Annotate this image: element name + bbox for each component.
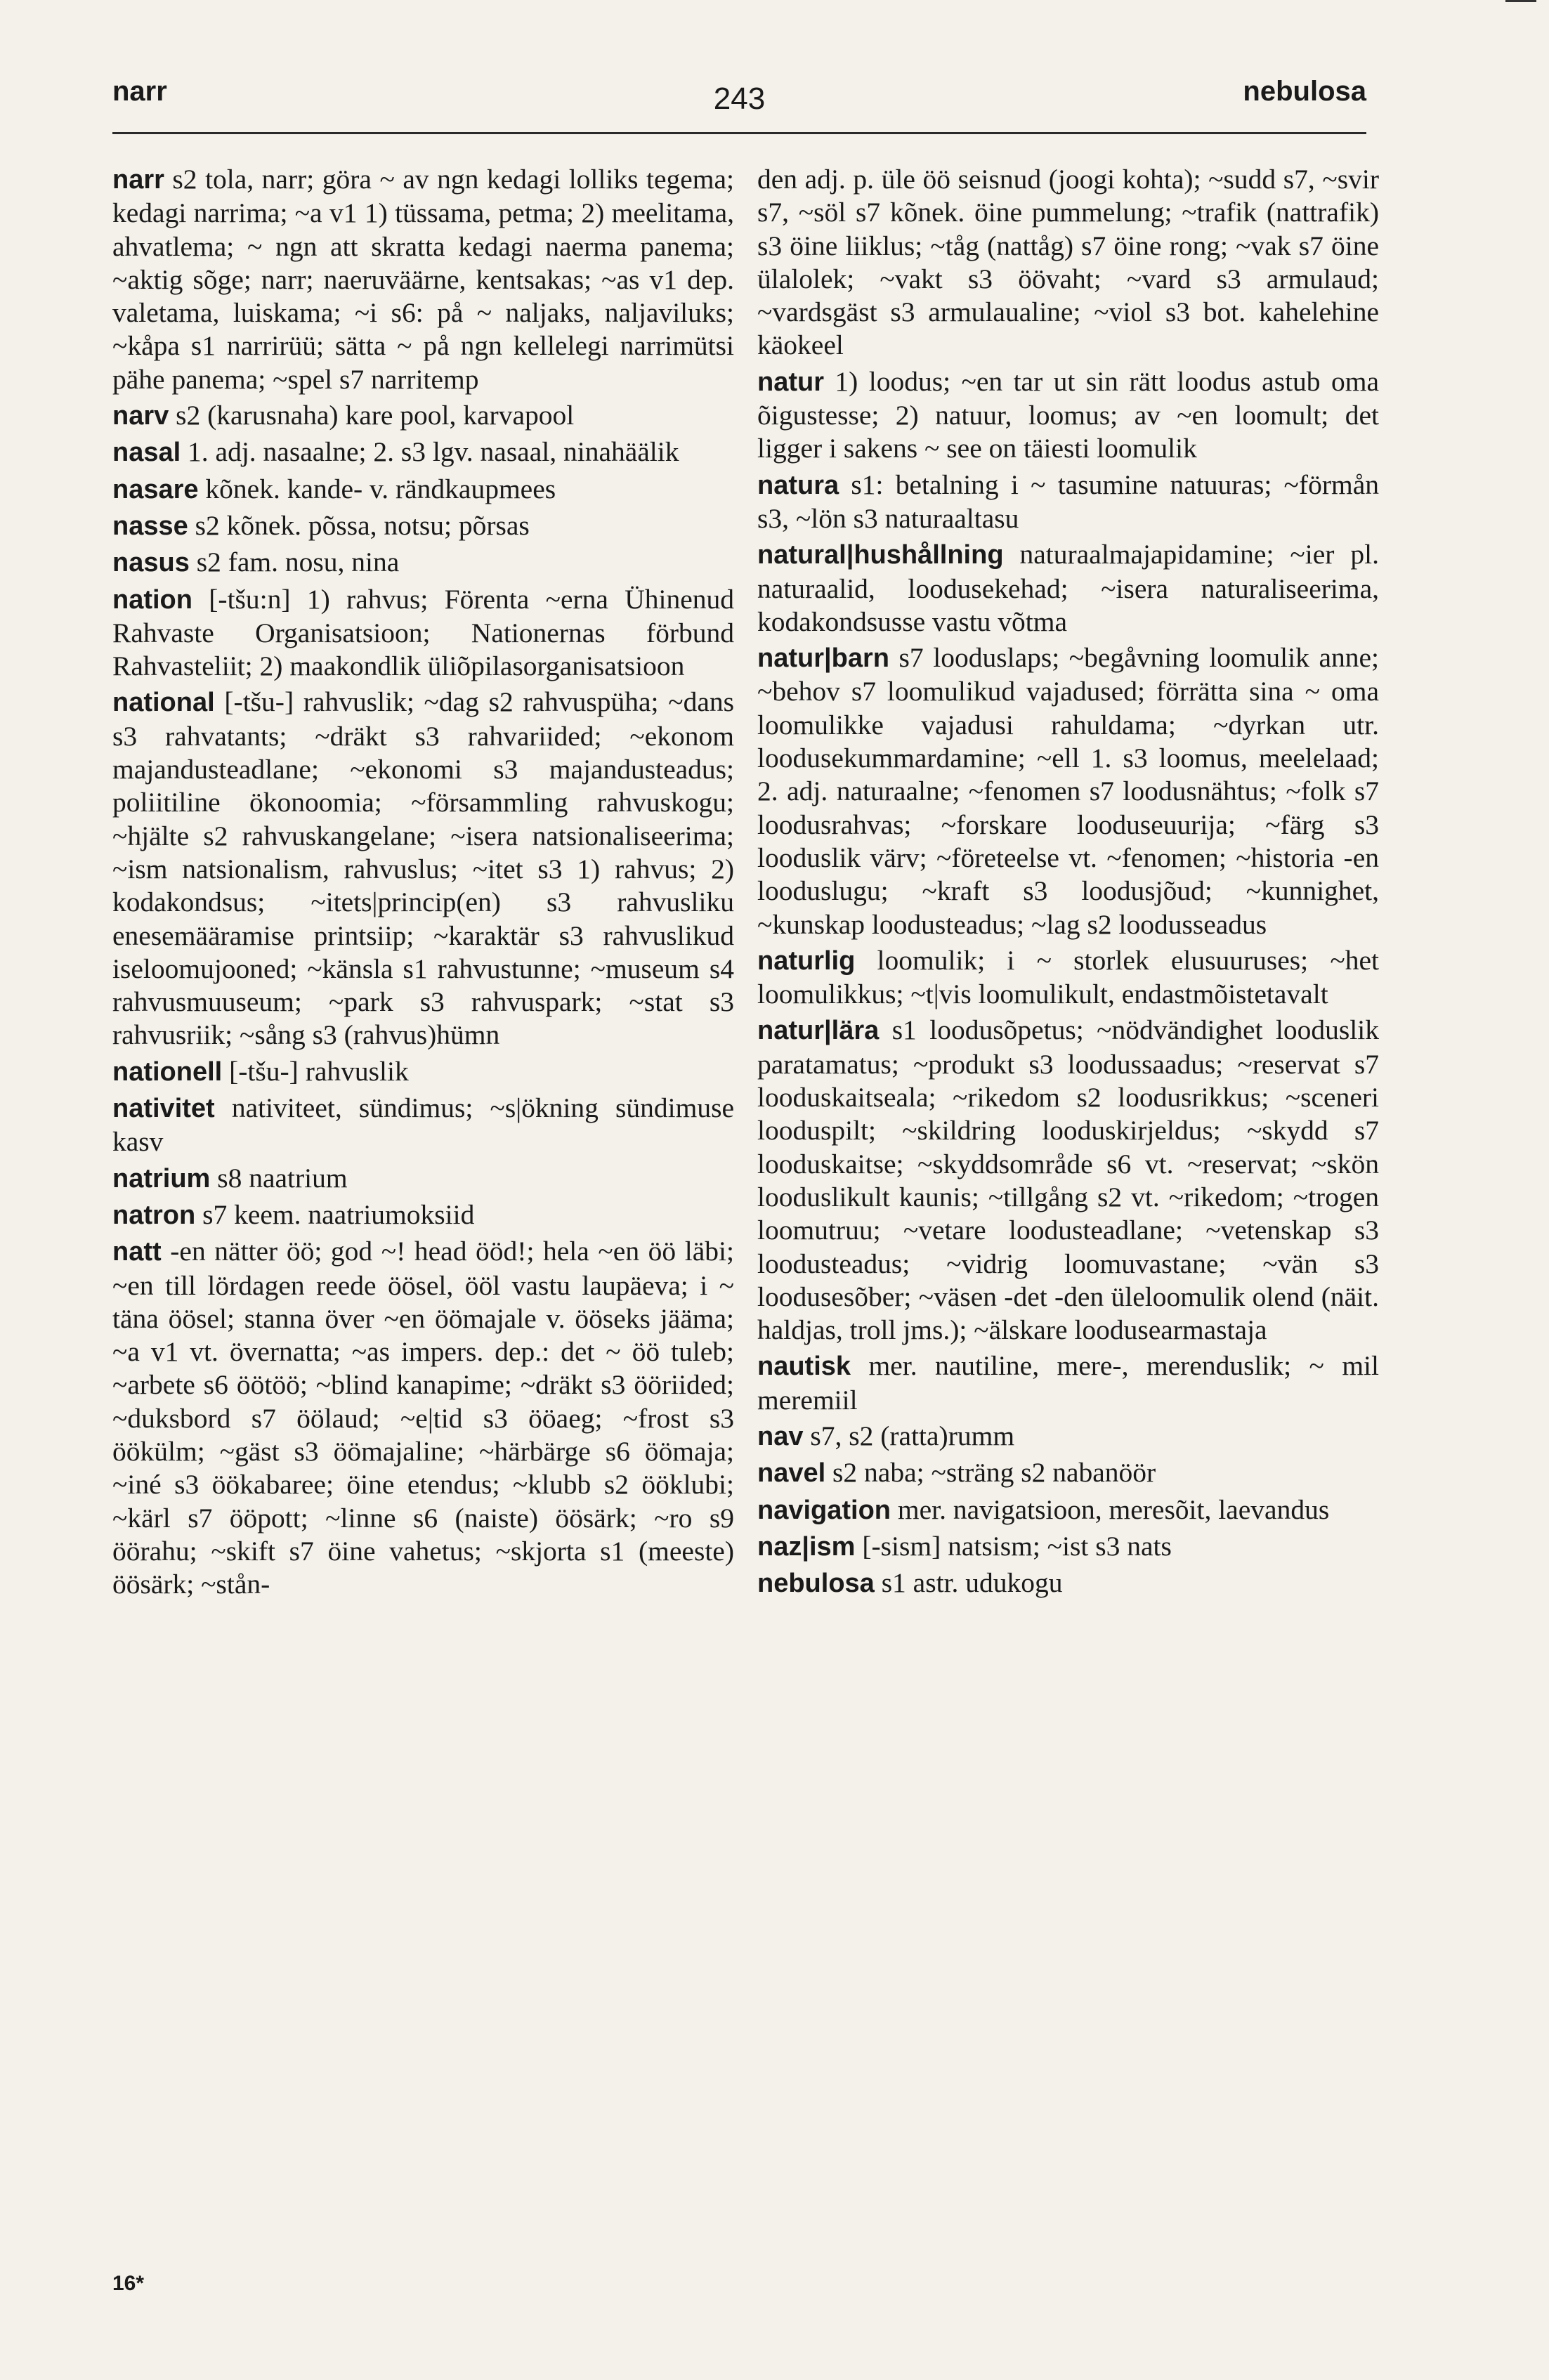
dictionary-entry xyxy=(112,1235,734,1601)
entry-definition: s2 naba; ~sträng s2 nabanöör xyxy=(825,1457,1156,1489)
entry-headword: natural|hushållning xyxy=(757,540,1004,570)
entry-definition: [-tšu-] rahvuslik xyxy=(222,1055,409,1087)
dictionary-entry xyxy=(757,1014,1379,1347)
dictionary-entry xyxy=(112,1198,734,1232)
entry-definition: s2 tola, narr; göra ~ av ngn kedagi lolliks tegema; kedagi narrima; ~a v1 1) tüssama, petma; 2) meelitama, ahvatlema; ~ ngn att skratta kedagi naerma panema; ~aktig sõge; narr; naeruväärne, kentsakas; ~as v1 dep. valetama, luiskama; ~i s6: på ~ naljaks, naljaviluks; ~kåpa s1 narrirüü; sätta ~ på ngn kellelegi narrimütsi pähe panema; ~spel s7 narritemp xyxy=(112,164,734,395)
left-column xyxy=(112,163,734,1604)
dictionary-entry xyxy=(757,1530,1379,1564)
entry-definition: s2 kõnek. põssa, notsu; põrsas xyxy=(188,509,530,541)
dictionary-entry xyxy=(757,944,1379,1012)
entry-headword: natur|lära xyxy=(757,1016,880,1046)
entry-definition: mer. nautiline, mere-, merenduslik; ~ mil meremiil xyxy=(757,1350,1379,1415)
dictionary-entry xyxy=(757,469,1379,536)
dictionary-entry xyxy=(757,1567,1379,1600)
dictionary-entry xyxy=(112,473,734,506)
entry-definition: mer. navigatsioon, meresõit, laevandus xyxy=(891,1493,1330,1525)
entry-headword: nasare xyxy=(112,474,199,504)
entry-headword: navel xyxy=(757,1458,826,1489)
entry-headword: national xyxy=(112,688,215,718)
entry-definition: s1 loodusõpetus; ~nödvändighet looduslik paratamatus; ~produkt s3 loodussaadus; ~reservat s7 looduskaitseala; ~rikedom s2 loodusrikkus; ~sceneri looduspilt; ~skildring looduskirjeldus; ~skydd s7 looduskaitse; ~skyddsområde s6 vt. ~reservat; ~skön looduslikult kaunis; ~tillgång s2 vt. ~rikedom; ~trogen loomutruu; ~vetare loodusteadlane; ~vetenskap s3 loodusteadus; ~vidrig loomuvastane; ~vän s3 loodusesõber; ~väsen -det -den üleloomulik olend (näit. haldjas, troll jms.); ~älskare loodusearmastaja xyxy=(757,1014,1379,1346)
header-rule xyxy=(112,132,1366,134)
entry-definition: [-tšu-] rahvuslik; ~dag s2 rahvuspüha; ~dans s3 rahvatants; ~dräkt s3 rahvariided; ~ekonom majandusteadlane; ~ekonomi s3 majandusteadus; poliitiline ökonoomia; ~försammling rahvuskogu; ~hjälte s2 rahvuskangelane; ~isera natsionaliseerima; ~ism natsionalism, rahvuslus; ~itet s3 1) rahvus; 2) kodakondsus; ~itets|princip(en) s3 rahvusliku enesemääramise printsiip; ~karaktär s3 rahvuslikud iseloomujooned; ~känsla s1 rahvustunne; ~museum s4 rahvusmuuseum; ~park s3 rahvuspark; ~stat s3 rahvusriik; ~sång s3 (rahvus)hümn xyxy=(112,686,734,1051)
entry-definition: naturaalmajapidamine; ~ier pl. naturaalid, loodusekehad; ~isera naturaliseerima, kodakondsusse vastu võtma xyxy=(757,539,1379,637)
entry-headword: nasus xyxy=(112,548,190,578)
dictionary-entry xyxy=(757,365,1379,466)
signature-mark: 16* xyxy=(112,2272,145,2295)
entry-headword: natura xyxy=(757,470,839,500)
dictionary-entry xyxy=(112,1162,734,1196)
entry-headword: nation xyxy=(112,584,192,615)
entry-definition: kõnek. kande- v. rändkaupmees xyxy=(198,473,556,504)
dictionary-entry xyxy=(757,1493,1379,1527)
dictionary-entry xyxy=(757,538,1379,639)
entry-headword: navigation xyxy=(757,1495,891,1525)
corner-mark xyxy=(1505,0,1536,2)
dictionary-entry xyxy=(112,1055,734,1089)
entry-definition: 1) loodus; ~en tar ut sin rätt loodus astub oma õigustesse; 2) natuur, loomus; av ~en loomult; det ligger i sakens ~ see on täiesti loomulik xyxy=(757,365,1379,464)
dictionary-entry xyxy=(757,1349,1379,1417)
entry-headword: natrium xyxy=(112,1163,211,1194)
entry-headword: nationell xyxy=(112,1057,223,1087)
dictionary-entry xyxy=(112,436,734,469)
entry-definition: s7 looduslaps; ~begåvning loomulik anne; ~behov s7 loomulikud vajadused; förrätta sina ~ oma loomulikke vajadusi rahuldama; ~dyrkan utr. loodusekummardamine; ~ell 1. s3 loomus, meelelaad; 2. adj. naturaalne; ~fenomen s7 loodusnähtus; ~folk s7 loodusrahvas; ~forskare looduseuurija; ~färg s3 looduslik värv; ~företeelse vt. ~fenomen; ~historia -en looduslugu; ~kraft s3 loodusjõud; ~kunnighet, ~kunskap loodusteadus; ~lag s2 loodusseadus xyxy=(757,642,1379,940)
entry-headword: nasal xyxy=(112,438,181,468)
dictionary-entry xyxy=(757,1456,1379,1490)
entry-headword: nebulosa xyxy=(757,1569,875,1599)
dictionary-entry xyxy=(757,1420,1379,1453)
entry-definition: s1: betalning i ~ tasumine natuuras; ~förmån s3, ~lön s3 naturaaltasu xyxy=(757,469,1379,534)
entry-headword: nautisk xyxy=(757,1352,851,1382)
entry-headword: nativitet xyxy=(112,1094,215,1124)
entry-definition: nativiteet, sündimus; ~s|ökning sündimuse kasv xyxy=(112,1092,734,1158)
dictionary-entry xyxy=(112,399,734,433)
dictionary-entry xyxy=(112,163,734,396)
dictionary-entry xyxy=(112,583,734,684)
entry-headword: natur|barn xyxy=(757,643,889,674)
dictionary-entry xyxy=(757,641,1379,941)
entry-headword: natt xyxy=(112,1237,162,1267)
entry-definition: s1 astr. udukogu xyxy=(874,1567,1063,1599)
entry-headword: natur xyxy=(757,367,824,397)
entry-definition: s2 (karusnaha) kare pool, karvapool xyxy=(169,400,575,431)
entry-definition: den adj. p. üle öö seisnud (joogi kohta); ~sudd s7, ~svir s7, ~söl s7 kõnek. öine pummelung; ~trafik (nattrafik) s3 öine liiklus; ~tåg (nattåg) s7 öine rong; ~vak s7 öine ülalolek; ~vakt s3 öövaht; ~vard s3 armulaud; ~vardsgäst s3 armulaualine; ~viol s3 bot. kahelehine käokeel xyxy=(757,164,1379,361)
page-number: 243 xyxy=(713,81,766,116)
entry-headword: naturlig xyxy=(757,946,856,976)
entry-headword: narr xyxy=(112,165,164,195)
entry-headword: narv xyxy=(112,401,169,431)
entry-definition: s2 fam. nosu, nina xyxy=(189,547,400,578)
entry-headword: nasse xyxy=(112,511,188,541)
dictionary-entry xyxy=(112,686,734,1052)
header-right-guideword: nebulosa xyxy=(1243,76,1366,107)
entry-definition: s7 keem. naatriumoksiid xyxy=(195,1198,475,1230)
entry-definition: s7, s2 (ratta)rumm xyxy=(803,1420,1015,1451)
dictionary-entry xyxy=(112,1092,734,1159)
entry-headword: nav xyxy=(757,1421,804,1451)
entry-definition: [-sism] natsism; ~ist s3 nats xyxy=(855,1530,1172,1562)
entry-headword: naz|ism xyxy=(757,1531,856,1562)
running-header xyxy=(112,76,1366,132)
dictionary-entry xyxy=(112,509,734,543)
entry-headword: natron xyxy=(112,1200,196,1230)
entry-definition: 1. adj. nasaalne; 2. s3 lgv. nasaal, ninahäälik xyxy=(181,436,679,468)
dictionary-entry xyxy=(112,546,734,580)
entry-definition: -en nätter öö; god ~! head ööd!; hela ~en öö läbi; ~en till lördagen reede öösel, ööl vastu laupäeva; i ~ täna öösel; stanna över ~en öömajale v. ööseks jääma; ~a v1 vt. övernatta; ~as impers. dep.: det ~ öö tuleb; ~arbete s6 öötöö; ~blind kanapime; ~dräkt s3 ööriided; ~duksbord s7 öölaud; ~e|tid s3 ööaeg; ~frost s3 öökülm; ~gäst s3 öömajaline; ~härbärge s6 öömaja; ~iné s3 öökabaree; öine etendus; ~klubb s2 ööklubi; ~kärl s7 ööpott; ~linne s6 (naiste) öösärk; ~ro s9 öörahu; ~skift s7 öine vahetus; ~skjorta s1 (meeste) öösärk; ~stån- xyxy=(112,1236,734,1600)
right-column xyxy=(757,163,1379,1603)
entry-definition: s8 naatrium xyxy=(210,1162,348,1194)
entry-definition: [-tšu:n] 1) rahvus; Förenta ~erna Ühinenud Rahvaste Organisatsioon; Nationernas förbund Rahvasteliit; 2) maakondlik üliõpilasorganisatsioon xyxy=(112,583,734,682)
dictionary-entry xyxy=(757,163,1379,362)
entry-definition: loomulik; i ~ storlek elusuuruses; ~het loomulikkus; ~t|vis loomulikult, endastmõistetavalt xyxy=(757,944,1379,1010)
header-left-guideword: narr xyxy=(112,76,167,107)
